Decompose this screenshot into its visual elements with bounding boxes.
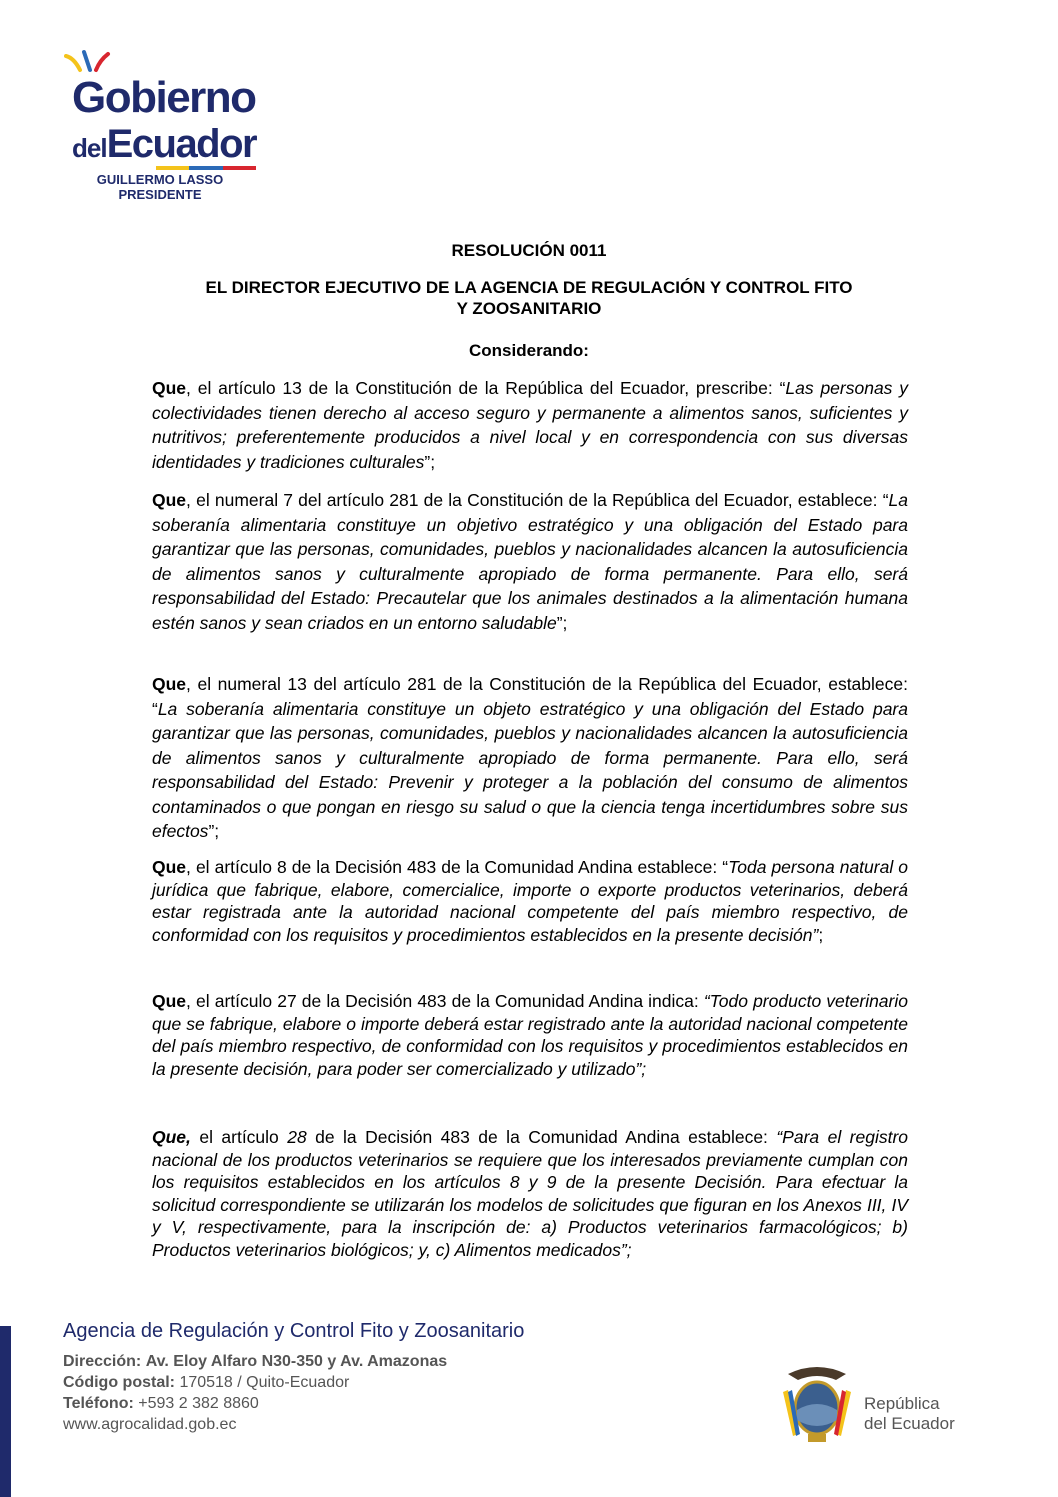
footer-address xyxy=(63,1353,447,1371)
footer-side-bar xyxy=(0,1326,11,1497)
logo-ecuador: Ecuador xyxy=(106,122,257,166)
paragraph-lead: Que xyxy=(152,857,187,877)
paragraph-quote: Las personas y colectividades tienen derecho al acceso seguro y permanente a alimentos sanos, suficientes y nutritivos; preferentemente producidos a nivel local y en correspondencia con sus diversas identidades y tradiciones culturales xyxy=(152,378,908,472)
paragraph-quote: “Para el registro nacional de los productos veterinarios se requiere que los interesados previamente cumplan con los requisitos establecidos en los artículos 8 y 9 de la presente Decisión. Para efectuar la solicitud correspondiente se utilizarán los modelos de solicitudes que figuran en los Anexos III, IV y V, respectivamente, para la inscripción de: a) Productos veterinarios farmacológicos; b) Productos veterinarios biológicos; y, c) Alimentos medicados”; xyxy=(152,1127,908,1260)
paragraph-intro: , el numeral 13 del artículo 281 de la Constitución de la República del Ecuador, establece: “ xyxy=(152,674,908,719)
paragraph-4 xyxy=(152,856,908,946)
paragraph-1 xyxy=(152,376,908,474)
paragraph-end: ”; xyxy=(208,821,220,841)
paragraph-lead: Que xyxy=(152,378,187,398)
footer-postal xyxy=(63,1374,349,1392)
footer-address-label: Dirección: xyxy=(63,1353,142,1370)
paragraph-end: ”; xyxy=(556,612,568,633)
paragraph-intro: el artículo xyxy=(190,1127,288,1147)
footer-phone xyxy=(63,1395,259,1413)
resolution-subtitle-line2: Y ZOOSANITARIO xyxy=(456,299,602,318)
paragraph-quote: “Todo producto veterinario que se fabrique, elabore o importe deberá estar registrado ante la autoridad nacional competente del país miembro respectivo, de conformidad con los requisitos y procedimientos establecidos en la presente decisión, para poder ser comercializado y utilizado”; xyxy=(152,991,908,1079)
paragraph-intro: , el artículo 13 de la Constitución de la República del Ecuador, prescribe: “ xyxy=(186,378,786,398)
footer-phone-label: Teléfono: xyxy=(63,1395,134,1412)
paragraph-intro: , el artículo 27 de la Decisión 483 de la Comunidad Andina indica: xyxy=(186,991,704,1011)
logo-president-name: GUILLERMO LASSO xyxy=(96,172,224,187)
coat-of-arms-icon xyxy=(778,1362,856,1446)
footer-agency-name: Agencia de Regulación y Control Fito y Zoosanitario xyxy=(63,1320,525,1342)
paragraph-intro: , el artículo 8 de la Decisión 483 de la Comunidad Andina establece: “ xyxy=(186,857,729,877)
republica-line1: República xyxy=(864,1394,940,1413)
paragraph-lead: Que xyxy=(152,991,187,1011)
paragraph-intro-2: de la Decisión 483 de la Comunidad Andina establece: xyxy=(306,1127,777,1147)
footer-address-value: Av. Eloy Alfaro N30-350 y Av. Amazonas xyxy=(145,1353,448,1370)
logo-brush-icon xyxy=(64,48,114,76)
logo-tricolor-rule xyxy=(156,166,256,170)
paragraph-intro-italic: 28 xyxy=(287,1127,307,1147)
logo-del: del xyxy=(72,133,107,163)
logo-gobierno: Gobierno xyxy=(72,73,256,122)
paragraph-quote: La soberanía alimentaria constituye un objeto estratégico y una obligación del Estado para garantizar que las personas, comunidades, pueblos y nacionalidades alcancen la autosuficiencia de alimentos sanos y culturalmente apropiado de forma permanente. Para ello, será responsabilidad del Estado: Prevenir y proteger a la población del consumo de alimentos contaminados o que pongan en riesgo su salud o que la ciencia tenga incertidumbres sobre sus efectos xyxy=(152,698,908,841)
footer-phone-value: +593 2 382 8860 xyxy=(138,1395,259,1412)
logo-president-title: PRESIDENTE xyxy=(118,187,202,202)
paragraph-6 xyxy=(152,1126,908,1261)
footer-postal-label: Código postal: xyxy=(63,1374,175,1391)
paragraph-quote: Toda persona natural o jurídica que fabrique, elabore, comercialice, importe o exporte productos veterinarios, deberá estar registrada ante la autoridad nacional competente del país miembro respectivo, de conformidad con los requisitos y procedimientos establecidos en la presente decisión” xyxy=(152,857,908,945)
resolution-title: RESOLUCIÓN 0011 xyxy=(451,241,607,260)
paragraph-end: ”; xyxy=(424,451,436,472)
footer-website[interactable]: www.agrocalidad.gob.ec xyxy=(63,1416,237,1433)
gobierno-logo xyxy=(60,48,270,202)
paragraph-2 xyxy=(152,488,908,635)
paragraph-lead: Que xyxy=(152,674,187,694)
paragraph-intro: , el numeral 7 del artículo 281 de la Constitución de la República del Ecuador, establece: “ xyxy=(186,490,889,510)
paragraph-5 xyxy=(152,990,908,1080)
paragraph-quote: La soberanía alimentaria constituye un objetivo estratégico y una obligación del Estado para garantizar que las personas, comunidades, pueblos y nacionalidades alcancen la autosuficiencia de alimentos sanos y culturalmente apropiado de forma permanente. Para ello, será responsabilidad del Estado: Precautelar que los animales destinados a la alimentación humana estén sanos y sean criados en un entorno saludable xyxy=(152,490,908,633)
resolution-subtitle-line1: EL DIRECTOR EJECUTIVO DE LA AGENCIA DE REGULACIÓN Y CONTROL FITO xyxy=(205,278,853,297)
paragraph-lead: Que xyxy=(152,490,187,510)
paragraph-lead: Que, xyxy=(152,1127,191,1147)
republica-del-ecuador xyxy=(864,1394,955,1434)
footer-postal-value: 170518 / Quito-Ecuador xyxy=(179,1374,350,1391)
paragraph-3 xyxy=(152,672,908,844)
considerando-heading: Considerando: xyxy=(469,341,589,360)
paragraph-end: ; xyxy=(818,924,824,945)
republica-line2: del Ecuador xyxy=(864,1414,955,1433)
